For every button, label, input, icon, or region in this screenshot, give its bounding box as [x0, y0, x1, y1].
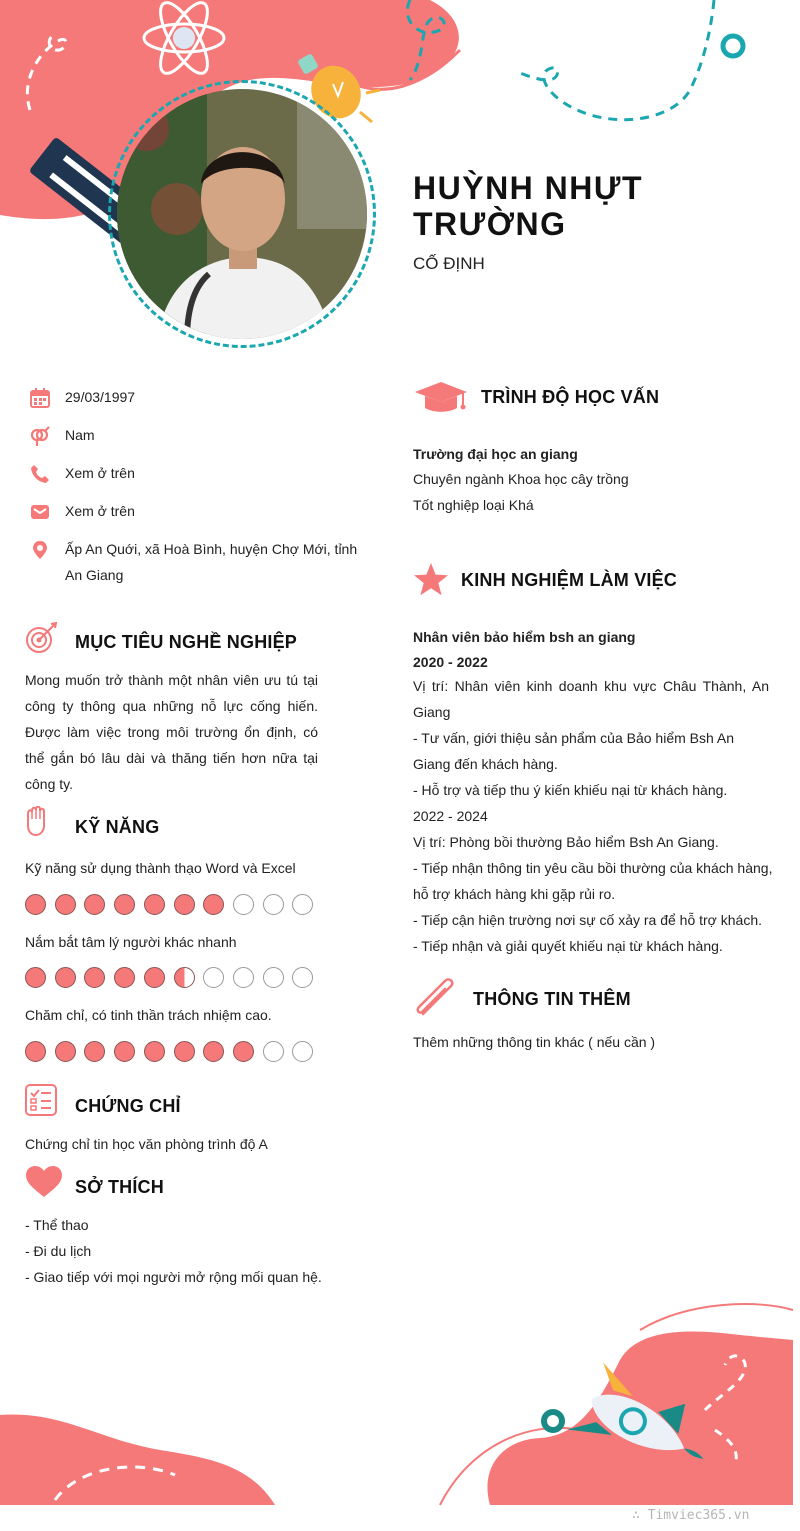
rating-dot [114, 1041, 135, 1062]
rating-dot [25, 967, 46, 988]
rating-dot [292, 894, 313, 915]
rating-dot [233, 967, 254, 988]
location-pin-icon [30, 540, 50, 560]
education-title: TRÌNH ĐỘ HỌC VẤN [481, 387, 660, 407]
rating-dot [84, 894, 105, 915]
avatar [117, 89, 367, 339]
experience-company: Nhân viên bảo hiểm bsh an giang [413, 629, 636, 645]
experience-line: - Tiếp cận hiện trường nơi sự cố xảy ra để hỗ trợ khách. [413, 912, 763, 928]
rating-dot [144, 894, 165, 915]
additional-text: Thêm những thông tin khác ( nếu cần ) [413, 1034, 656, 1050]
email-icon [30, 502, 50, 522]
education-grade: Tốt nghiệp loại Khá [413, 497, 534, 513]
skill-label: Nắm bắt tâm lý người khác nhanh [25, 934, 237, 950]
rating-dot [292, 1041, 313, 1062]
candidate-name: HUỲNH NHỰT TRƯỜNG [413, 170, 643, 242]
hobby-item: - Thể thao [25, 1217, 89, 1233]
experience-title: KINH NGHIỆM LÀM VIỆC [461, 570, 678, 590]
hobbies-title: SỞ THÍCH [75, 1177, 164, 1197]
heart-icon [25, 1166, 63, 1198]
certificate-text: Chứng chỉ tin học văn phòng trình độ A [25, 1136, 268, 1152]
rating-dot [114, 967, 135, 988]
rating-dot [25, 1041, 46, 1062]
rating-dot [292, 967, 313, 988]
objective-text: Mong muốn trở thành một nhân viên ưu tú tại công ty thông qua những nỗ lực cống hiến. Được làm việc trong môi trường ổn định, có thể gắn bó lâu dài và thăng tiến hơn nữa tại công ty. [25, 672, 318, 792]
experience-line: - Tiếp nhận thông tin yêu cầu bồi thường của khách hàng, hỗ trợ khách hàng khi gặp rủi ro. [413, 860, 773, 902]
email-value: Xem ở trên [65, 503, 135, 519]
rating-dot [55, 1041, 76, 1062]
rating-dot [114, 894, 135, 915]
gender-icon [30, 426, 50, 446]
objective-title: MỤC TIÊU NGHỀ NGHIỆP [75, 632, 298, 652]
rating-dot [84, 1041, 105, 1062]
rating-dot [55, 967, 76, 988]
rating-dot [84, 967, 105, 988]
gender-value: Nam [65, 427, 95, 443]
education-major: Chuyên ngành Khoa học cây trồng [413, 471, 629, 487]
experience-line: Vị trí: Nhân viên kinh doanh khu vực Châu Thành, An Giang [413, 678, 769, 720]
desired-position: CỐ ĐỊNH [413, 254, 485, 273]
skill-label: Chăm chỉ, có tinh thần trách nhiệm cao. [25, 1007, 272, 1023]
experience-line: - Tiếp nhận và giải quyết khiếu nại từ khách hàng. [413, 938, 723, 954]
rating-dot [233, 894, 254, 915]
rating-dot [25, 894, 46, 915]
phone-value: Xem ở trên [65, 465, 135, 481]
footer-decoration [0, 1290, 800, 1531]
rating-dot [263, 1041, 284, 1062]
rating-dot [174, 894, 195, 915]
skills-title: KỸ NĂNG [75, 817, 160, 837]
star-icon [413, 562, 449, 598]
education-school: Trường đại học an giang [413, 446, 578, 462]
rating-dot [144, 967, 165, 988]
graduation-cap-icon [413, 380, 469, 414]
calendar-icon [30, 388, 50, 408]
rating-dot [144, 1041, 165, 1062]
skill-label: Kỹ năng sử dụng thành thạo Word và Excel [25, 860, 296, 876]
additional-title: THÔNG TIN THÊM [473, 989, 631, 1009]
watermark: ∴ Timviec365.vn [632, 1508, 750, 1523]
experience-period: 2020 - 2022 [413, 654, 488, 670]
experience-line: Vị trí: Phòng bồi thường Bảo hiểm Bsh An Giang. [413, 834, 719, 850]
birthday-value: 29/03/1997 [65, 389, 136, 405]
rating-dot [174, 967, 195, 988]
rating-dot [55, 894, 76, 915]
phone-icon [30, 464, 50, 484]
rating-dot [233, 1041, 254, 1062]
certificates-title: CHỨNG CHỈ [75, 1096, 181, 1116]
experience-line: - Hỗ trợ và tiếp thu ý kiến khiếu nại từ khách hàng. [413, 782, 728, 798]
experience-period: 2022 - 2024 [413, 808, 488, 824]
checklist-icon [25, 1084, 57, 1116]
experience-line: - Tư vấn, giới thiệu sản phẩm của Bảo hiểm Bsh An Giang đến khách hàng. [413, 730, 735, 772]
rating-dot [203, 894, 224, 915]
target-icon [25, 622, 59, 656]
paperclip-icon [413, 978, 459, 1018]
rating-dot [203, 1041, 224, 1062]
rating-dot [263, 894, 284, 915]
hobby-item: - Đi du lịch [25, 1243, 92, 1259]
fist-icon [25, 806, 47, 836]
rating-dot [263, 967, 284, 988]
rating-dot [203, 967, 224, 988]
rating-dot [174, 1041, 195, 1062]
hobby-item: - Giao tiếp với mọi người mở rộng mối quan hệ. [25, 1269, 322, 1285]
address-value: Ấp An Quới, xã Hoà Bình, huyện Chợ Mới, tỉnh An Giang [65, 541, 358, 583]
